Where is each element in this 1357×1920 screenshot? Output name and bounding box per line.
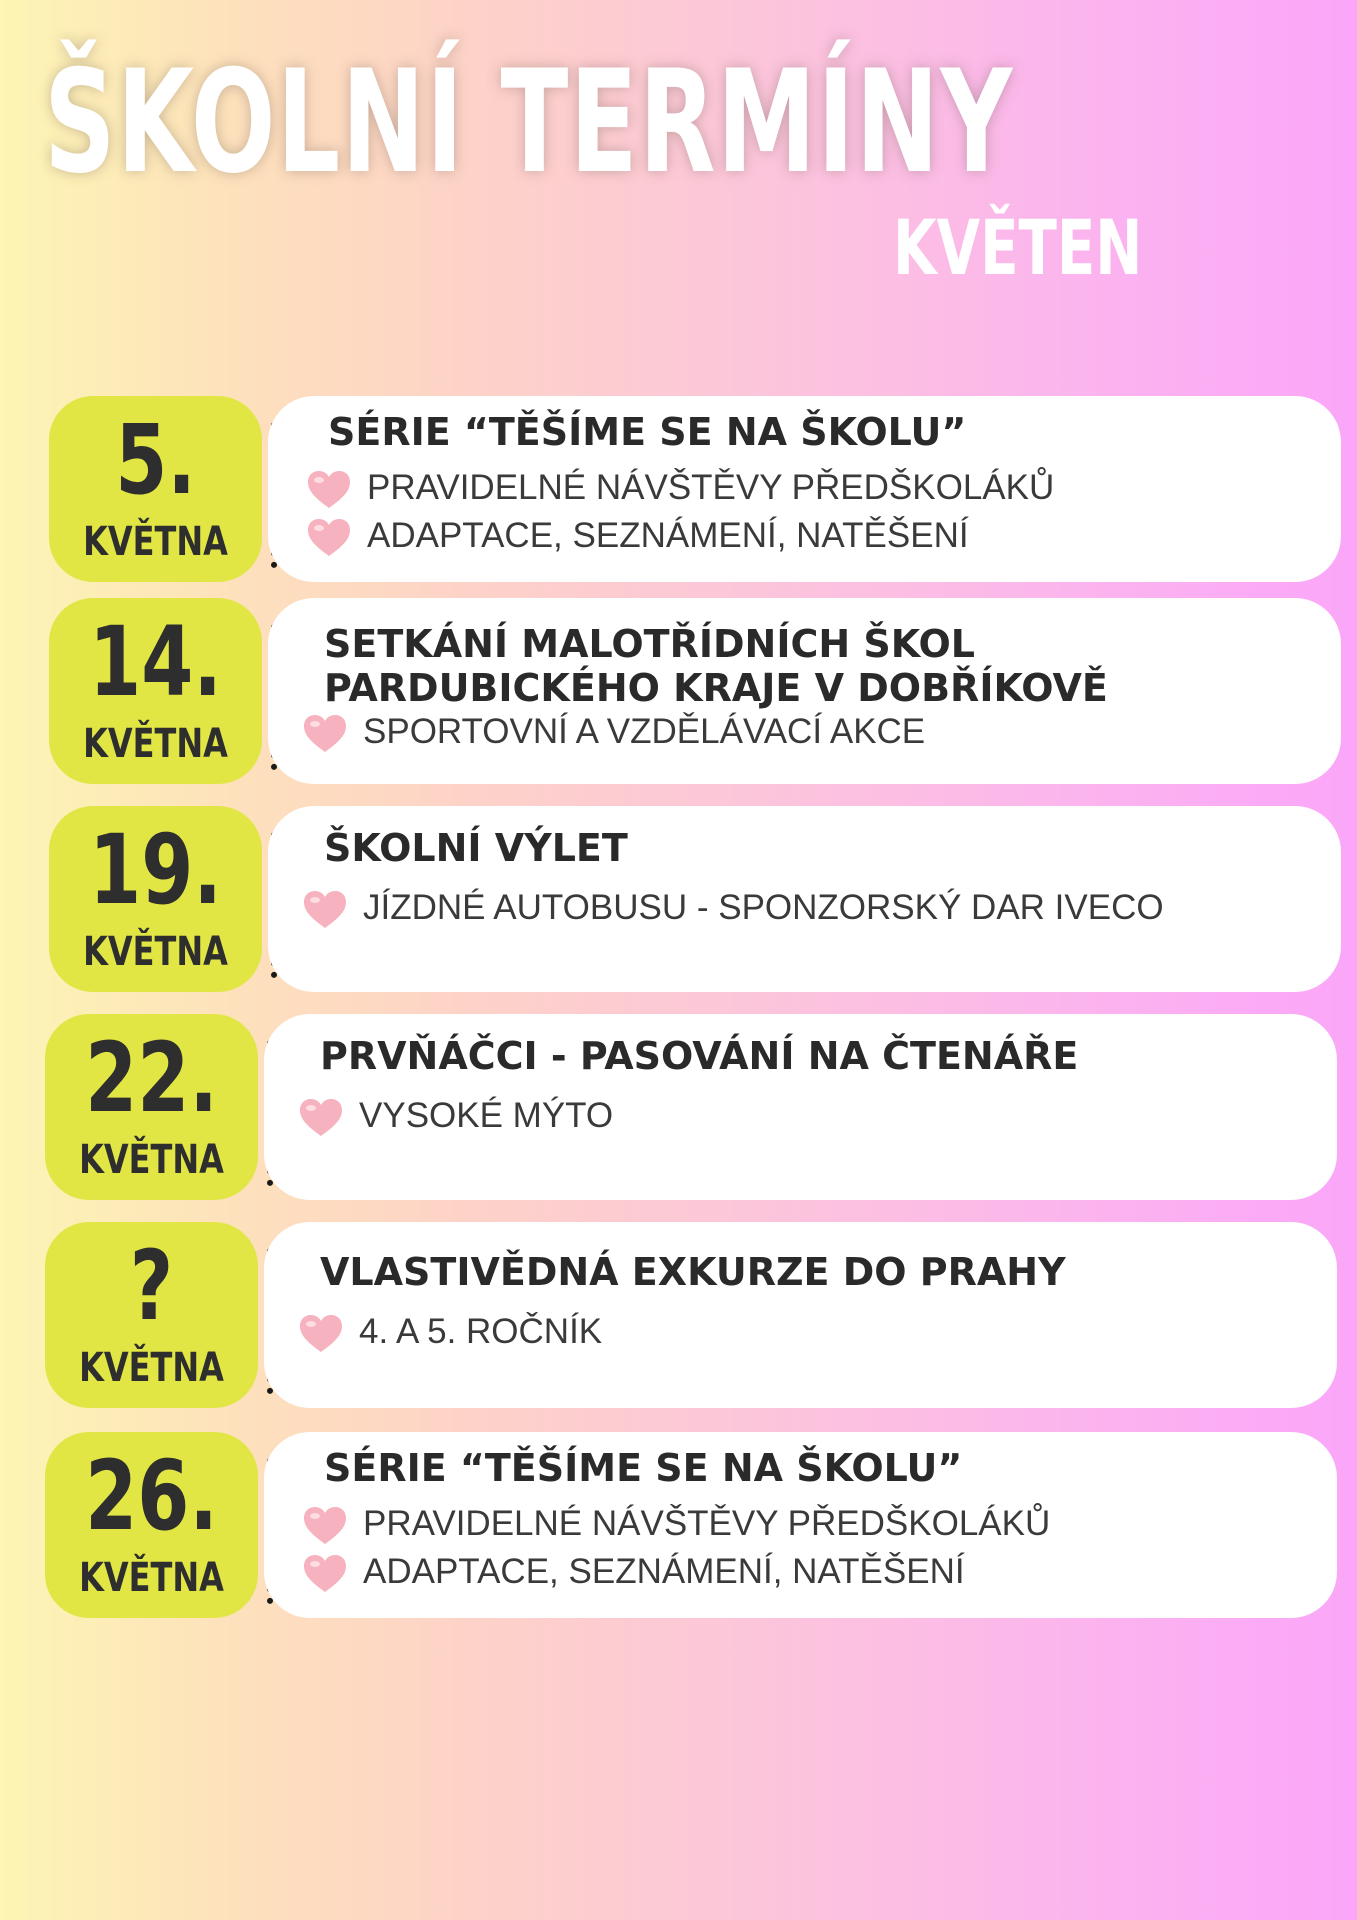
- date-badge: [45, 1014, 258, 1200]
- event-bullet: [307, 512, 1054, 560]
- event-card: [264, 1222, 1337, 1408]
- event-row: [45, 1014, 1345, 1200]
- event-bullet-list: [303, 1500, 1050, 1596]
- heart-icon: [299, 1098, 343, 1138]
- date-month: KVĚTNA: [79, 1137, 224, 1183]
- event-card: [264, 1014, 1337, 1200]
- event-bullet: [303, 1500, 1050, 1548]
- event-title: [324, 1446, 1164, 1490]
- heart-icon: [307, 470, 351, 510]
- event-bullet-text: PRAVIDELNÉ NÁVŠTĚVY PŘEDŠKOLÁKŮ: [367, 468, 1055, 507]
- month-subtitle: KVĚTEN: [893, 203, 1143, 292]
- event-title-line: SÉRIE “TĚŠÍME SE NA ŠKOLU”: [324, 1446, 963, 1490]
- event-bullet-text: SPORTOVNÍ A VZDĚLÁVACÍ AKCE: [363, 712, 926, 751]
- date-day: 14.: [89, 606, 222, 718]
- event-bullet-list: [299, 1092, 613, 1140]
- event-bullet: [299, 1308, 602, 1356]
- date-day: 5.: [115, 404, 196, 516]
- event-card: [264, 1432, 1337, 1618]
- event-title-line: PARDUBICKÉHO KRAJE V DOBŘÍKOVĚ: [324, 666, 1108, 710]
- event-bullet: [307, 464, 1054, 512]
- date-day: ?: [129, 1230, 174, 1342]
- event-row: [49, 396, 1349, 582]
- event-title: [320, 1034, 1160, 1078]
- event-row: [49, 598, 1349, 784]
- event-bullet: [303, 708, 925, 756]
- event-bullet-text: ADAPTACE, SEZNÁMENÍ, NATĚŠENÍ: [367, 516, 969, 555]
- heart-icon: [303, 1554, 347, 1594]
- event-title: [324, 826, 1164, 870]
- date-month: KVĚTNA: [79, 1345, 224, 1391]
- date-badge: [45, 1432, 258, 1618]
- event-title: [328, 410, 1168, 454]
- event-title-line: SETKÁNÍ MALOTŘÍDNÍCH ŠKOL: [324, 622, 976, 666]
- event-title: [320, 1250, 1160, 1294]
- event-bullet-text: JÍZDNÉ AUTOBUSU - SPONZORSKÝ DAR IVECO: [363, 888, 1164, 927]
- date-day: 19.: [89, 814, 222, 926]
- date-day: 22.: [85, 1022, 218, 1134]
- date-month: KVĚTNA: [83, 929, 228, 975]
- heart-icon: [299, 1314, 343, 1354]
- event-bullet-text: VYSOKÉ MÝTO: [359, 1096, 614, 1135]
- event-card: [268, 396, 1341, 582]
- event-bullet-list: [299, 1308, 602, 1356]
- event-card: [268, 598, 1341, 784]
- event-bullet-text: 4. A 5. ROČNÍK: [359, 1312, 603, 1351]
- date-badge: [49, 396, 262, 582]
- event-bullet: [303, 884, 1164, 932]
- event-bullet-list: [307, 464, 1054, 560]
- heart-icon: [303, 1506, 347, 1546]
- date-badge: [49, 598, 262, 784]
- date-month: KVĚTNA: [83, 519, 228, 565]
- event-title-line: ŠKOLNÍ VÝLET: [324, 826, 628, 870]
- date-day: 26.: [85, 1440, 218, 1552]
- date-month: KVĚTNA: [83, 721, 228, 767]
- heart-icon: [303, 890, 347, 930]
- event-row: [45, 1222, 1345, 1408]
- event-bullet: [303, 1548, 1050, 1596]
- event-title-line: PRVŇÁČCI - PASOVÁNÍ NA ČTENÁŘE: [320, 1034, 1079, 1078]
- event-bullet-list: [303, 708, 925, 756]
- date-badge: [49, 806, 262, 992]
- event-title-line: SÉRIE “TĚŠÍME SE NA ŠKOLU”: [328, 410, 967, 454]
- date-badge: [45, 1222, 258, 1408]
- event-card: [268, 806, 1341, 992]
- heart-icon: [303, 714, 347, 754]
- event-bullet-list: [303, 884, 1164, 932]
- date-month: KVĚTNA: [79, 1555, 224, 1601]
- heart-icon: [307, 518, 351, 558]
- event-title-line: VLASTIVĚDNÁ EXKURZE DO PRAHY: [320, 1250, 1066, 1294]
- event-bullet: [299, 1092, 613, 1140]
- event-bullet-text: PRAVIDELNÉ NÁVŠTĚVY PŘEDŠKOLÁKŮ: [363, 1504, 1051, 1543]
- page-title: ŠKOLNÍ TERMÍNY: [44, 40, 1014, 205]
- event-bullet-text: ADAPTACE, SEZNÁMENÍ, NATĚŠENÍ: [363, 1552, 965, 1591]
- event-row: [49, 806, 1349, 992]
- event-row: [45, 1432, 1345, 1618]
- event-title: [324, 622, 1164, 710]
